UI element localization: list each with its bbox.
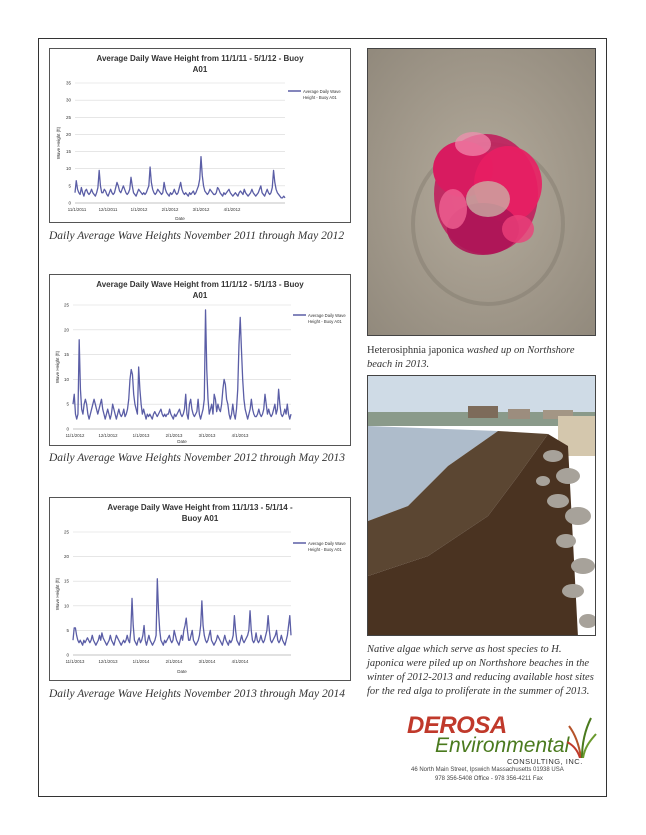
x-tick-label: 3/1/2013 xyxy=(198,433,216,438)
chart-title-line2: Buoy A01 xyxy=(181,514,219,523)
y-tick-label: 10 xyxy=(65,166,71,172)
y-tick-label: 15 xyxy=(63,352,69,358)
y-tick-label: 25 xyxy=(65,114,71,120)
photo-caption-1 xyxy=(367,344,597,372)
logo-line2: Environmental xyxy=(435,734,570,757)
logo-phone: 978 356-5408 Office - 978 356-4211 Fax xyxy=(435,776,543,782)
y-tick-label: 15 xyxy=(65,149,71,155)
x-tick-label: 2/1/2012 xyxy=(161,207,179,212)
logo-line3: CONSULTING, INC. xyxy=(507,757,583,766)
chart-caption: Daily Average Wave Heights November 2012 through May 2013 xyxy=(49,452,345,464)
legend-line1: Average Daily Wave xyxy=(308,313,346,318)
x-tick-label: 1/1/2012 xyxy=(130,207,148,212)
y-tick-label: 25 xyxy=(63,302,69,308)
red-alga-photo xyxy=(367,48,596,336)
chart-caption: Daily Average Wave Heights November 2013 through May 2014 xyxy=(49,688,345,700)
red-alga-image xyxy=(368,49,596,336)
photo-caption-2-text: Native algae which serve as host species to H. japonica were piled up on Northshore beaches in the winter of 2012-2013 and reducing available host sites for the red alga to proliferate in the summer of 2013. xyxy=(367,644,594,697)
beach-image xyxy=(368,376,596,636)
x-tick-label: 11/1/2013 xyxy=(65,659,85,664)
x-tick-label: 4/1/2014 xyxy=(231,659,249,664)
y-tick-label: 20 xyxy=(65,131,71,137)
y-tick-label: 0 xyxy=(66,652,69,658)
chart-svg xyxy=(50,275,350,445)
y-axis-label: Wave Height (ft) xyxy=(55,350,60,384)
x-axis-label: Date xyxy=(177,669,187,674)
chart-caption: Daily Average Wave Heights November 2011 through May 2012 xyxy=(49,230,345,242)
x-tick-label: 4/1/2013 xyxy=(231,433,249,438)
x-tick-label: 12/1/2013 xyxy=(98,659,118,664)
x-tick-label: 2/1/2013 xyxy=(165,433,183,438)
series-line xyxy=(73,310,291,419)
wave-chart-2013-2014 xyxy=(49,497,351,681)
derosa-logo xyxy=(405,712,600,792)
y-tick-label: 30 xyxy=(65,97,71,103)
legend-line2: Height - Buoy A01 xyxy=(308,319,342,324)
legend-line1: Average Daily Wave xyxy=(308,541,346,546)
wave-chart-2012-2013 xyxy=(49,274,351,446)
y-tick-label: 0 xyxy=(66,426,69,432)
y-tick-label: 5 xyxy=(66,627,69,633)
y-tick-label: 20 xyxy=(63,554,69,560)
series-line xyxy=(73,579,291,645)
x-tick-label: 12/1/2012 xyxy=(98,433,118,438)
wave-chart-2011-2012 xyxy=(49,48,351,223)
y-tick-label: 25 xyxy=(63,529,69,535)
x-tick-label: 11/1/2011 xyxy=(67,207,87,212)
chart-title-line2: A01 xyxy=(192,65,208,74)
x-tick-label: 1/1/2013 xyxy=(132,433,150,438)
y-tick-label: 35 xyxy=(65,80,71,86)
y-axis-label: Wave Height (ft) xyxy=(56,126,61,160)
x-tick-label: 11/1/2012 xyxy=(65,433,85,438)
x-tick-label: 2/1/2014 xyxy=(165,659,183,664)
logo-line1: DEROSA xyxy=(407,712,507,739)
chart-title-line1: Average Daily Wave Height from 11/1/13 - 5/1/14 - xyxy=(107,503,293,512)
chart-title-line2: A01 xyxy=(192,291,208,300)
x-tick-label: 1/1/2014 xyxy=(132,659,150,664)
logo-address: 46 North Main Street, Ipswich Massachusetts 01938 USA xyxy=(411,767,564,773)
y-tick-label: 10 xyxy=(63,603,69,609)
plant-icon xyxy=(567,714,597,758)
x-tick-label: 4/1/2012 xyxy=(223,207,241,212)
y-tick-label: 10 xyxy=(63,376,69,382)
x-tick-label: 3/1/2014 xyxy=(198,659,216,664)
chart-svg xyxy=(50,49,350,222)
legend-line2: Height - Buoy A01 xyxy=(303,95,337,100)
y-tick-label: 5 xyxy=(68,183,71,189)
legend-line1: Average Daily Wave xyxy=(303,89,341,94)
x-tick-label: 3/1/2012 xyxy=(192,207,210,212)
x-axis-label: Date xyxy=(175,216,185,221)
beach-photo xyxy=(367,375,596,636)
chart-title-line1: Average Daily Wave Height from 11/1/12 - 5/1/13 - Buoy xyxy=(96,280,304,289)
photo-caption-1-rest: washed up on Northshore beach in 2013. xyxy=(367,345,575,370)
y-tick-label: 5 xyxy=(66,401,69,407)
series-line xyxy=(75,157,285,198)
chart-svg xyxy=(50,498,350,680)
x-axis-label: Date xyxy=(177,439,187,444)
x-tick-label: 12/1/2011 xyxy=(98,207,118,212)
chart-title-line1: Average Daily Wave Height from 11/1/11 - 5/1/12 - Buoy xyxy=(96,54,304,63)
legend-line2: Height - Buoy A01 xyxy=(308,547,342,552)
y-tick-label: 20 xyxy=(63,327,69,333)
photo-caption-2 xyxy=(367,643,597,699)
species-name: Heterosiphnia japonica xyxy=(367,345,465,356)
y-axis-label: Wave Height (ft) xyxy=(55,577,60,611)
y-tick-label: 15 xyxy=(63,578,69,584)
y-tick-label: 0 xyxy=(68,200,71,206)
